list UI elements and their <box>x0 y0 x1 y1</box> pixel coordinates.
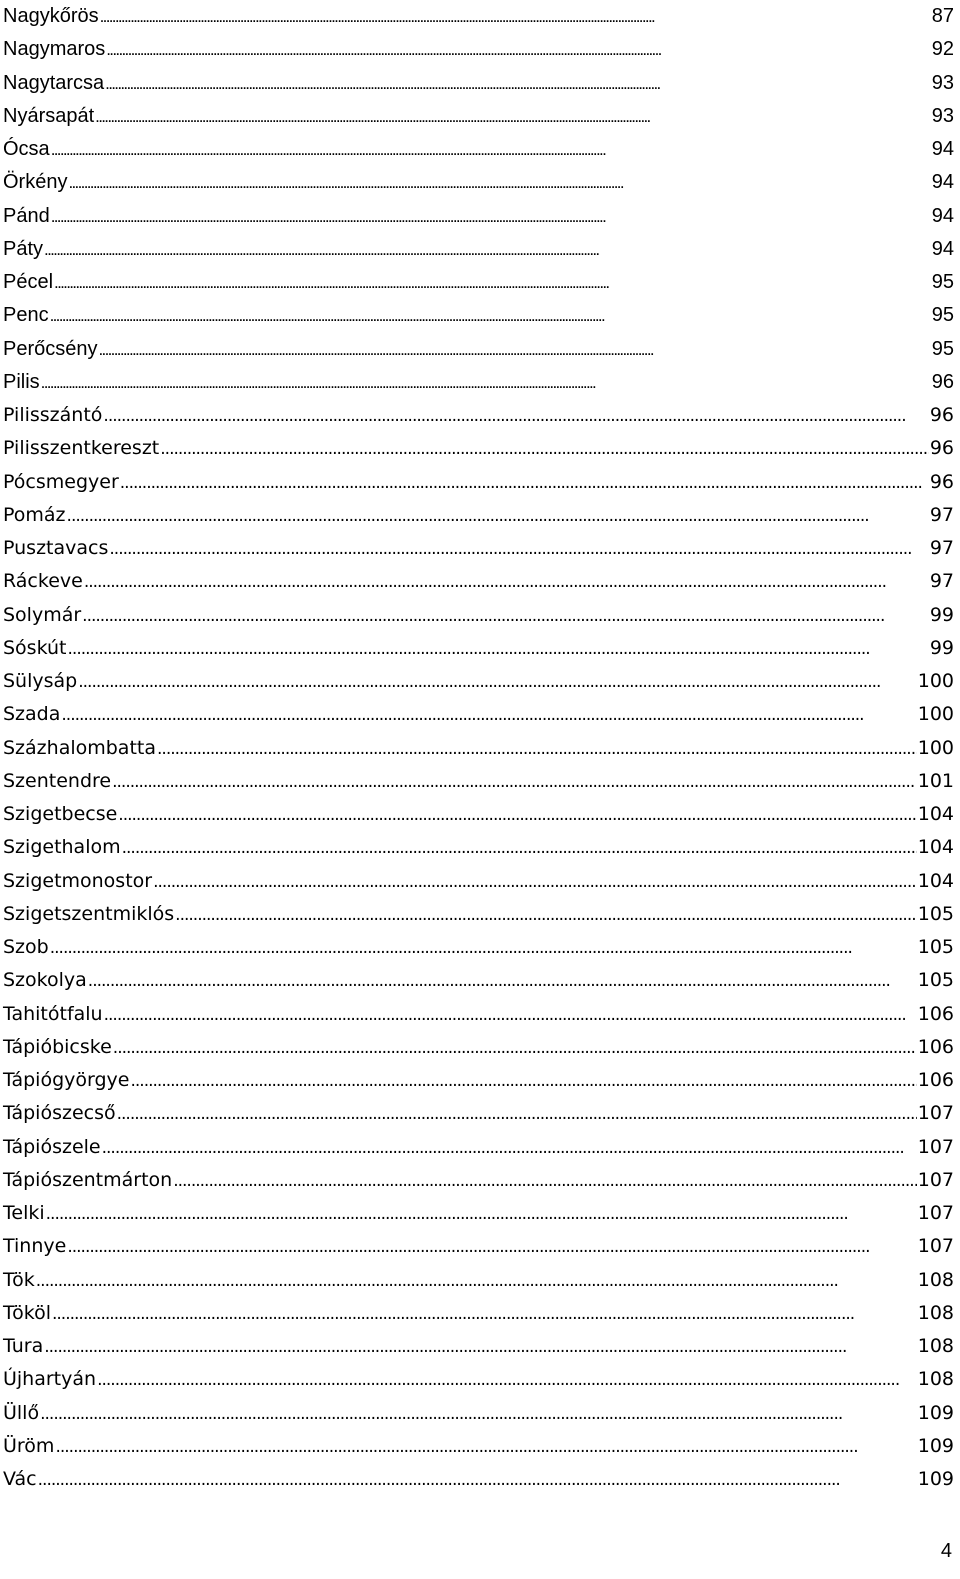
toc-dot-leader <box>103 399 928 433</box>
toc-entry-name: Szigetszentmiklós <box>3 902 175 925</box>
toc-dot-leader <box>122 831 917 865</box>
toc-dot-leader <box>88 964 917 998</box>
toc-dot-leader <box>95 100 931 133</box>
toc-entry[interactable] <box>3 1397 954 1430</box>
toc-dot-leader <box>173 1164 917 1198</box>
toc-entry[interactable] <box>3 831 954 864</box>
toc-entry-name: Páty <box>3 237 44 260</box>
toc-entry-name: Üröm <box>3 1434 55 1457</box>
toc-entry-name: Szob <box>3 936 49 958</box>
toc-entry-name: Solymár <box>3 603 82 626</box>
toc-dot-leader <box>51 133 931 166</box>
toc-entry-page: 105 <box>917 902 954 925</box>
toc-dot-leader <box>41 366 931 399</box>
toc-entry-page: 92 <box>931 38 954 61</box>
toc-entry-page: 97 <box>929 570 954 593</box>
toc-entry[interactable] <box>3 1131 954 1164</box>
toc-entry-page: 96 <box>929 437 954 460</box>
toc-entry[interactable] <box>3 133 954 166</box>
toc-entry[interactable] <box>3 1197 954 1230</box>
toc-dot-leader <box>82 599 929 633</box>
toc-entry-name: Újhartyán <box>3 1368 97 1391</box>
toc-entry[interactable] <box>3 100 954 133</box>
toc-entry-name: Nagytarcsa <box>3 71 105 94</box>
toc-entry-page: 93 <box>931 104 954 127</box>
toc-entry[interactable] <box>3 798 954 831</box>
toc-entry-name: Szigetbecse <box>3 803 118 825</box>
toc-entry-page: 96 <box>929 404 954 426</box>
toc-entry-page: 104 <box>917 869 954 892</box>
toc-dot-leader <box>38 1463 917 1497</box>
toc-entry-name: Szigetmonostor <box>3 869 153 892</box>
toc-entry-page: 97 <box>929 537 954 559</box>
toc-entry[interactable] <box>3 299 954 332</box>
toc-entry-page: 109 <box>917 1468 954 1490</box>
toc-dot-leader <box>175 898 917 932</box>
toc-dot-leader <box>46 1197 917 1231</box>
toc-entry-name: Vác <box>3 1468 37 1490</box>
toc-entry[interactable] <box>3 931 954 964</box>
toc-entry-page: 107 <box>917 1135 954 1158</box>
toc-dot-leader <box>40 1397 917 1431</box>
toc-entry-page: 94 <box>931 171 954 194</box>
toc-entry-page: 109 <box>917 1434 954 1457</box>
toc-entry-name: Szokolya <box>3 969 87 992</box>
toc-entry[interactable] <box>3 266 954 299</box>
toc-entry[interactable] <box>3 532 954 565</box>
toc-entry-name: Tök <box>3 1268 35 1291</box>
toc-entry-page: 96 <box>931 370 954 393</box>
toc-entry-name: Pécel <box>3 271 54 293</box>
toc-dot-leader <box>113 1031 917 1065</box>
toc-dot-leader <box>120 466 929 500</box>
toc-entry[interactable] <box>3 67 954 100</box>
toc-dot-leader <box>36 1264 917 1298</box>
toc-dot-leader <box>99 333 931 366</box>
toc-dot-leader <box>117 1097 917 1131</box>
toc-entry-page: 108 <box>917 1268 954 1291</box>
toc-dot-leader <box>50 299 931 332</box>
toc-dot-leader <box>157 732 917 766</box>
toc-entry[interactable] <box>3 599 954 632</box>
toc-entry-page: 104 <box>917 803 954 825</box>
toc-entry-name: Százhalombatta <box>3 736 156 759</box>
toc-entry[interactable] <box>3 200 954 233</box>
toc-entry[interactable] <box>3 665 954 698</box>
toc-dot-leader <box>118 798 916 832</box>
toc-entry[interactable] <box>3 898 954 931</box>
toc-entry[interactable] <box>3 1430 954 1463</box>
toc-dot-leader <box>112 765 917 799</box>
toc-entry-name: Sülysáp <box>3 670 78 692</box>
toc-entry-name: Ráckeve <box>3 570 83 593</box>
toc-entry-page: 106 <box>917 1035 954 1058</box>
toc-entry-name: Pilis <box>3 370 40 393</box>
toc-entry-name: Ócsa <box>3 138 50 160</box>
toc-entry-page: 99 <box>929 636 954 659</box>
toc-entry-name: Pilisszentkereszt <box>3 437 160 460</box>
toc-dot-leader <box>67 499 929 533</box>
toc-entry[interactable] <box>3 1330 954 1363</box>
toc-entry[interactable] <box>3 1031 954 1064</box>
toc-entry-page: 109 <box>917 1401 954 1424</box>
toc-entry-page: 106 <box>917 1002 954 1025</box>
toc-entry-page: 100 <box>917 670 954 692</box>
toc-entry[interactable] <box>3 1363 954 1396</box>
toc-dot-leader <box>130 1064 916 1098</box>
toc-dot-leader <box>54 266 931 299</box>
toc-entry-name: Tinnye <box>3 1235 67 1258</box>
toc-dot-leader <box>153 865 917 899</box>
toc-entry-name: Tápiószele <box>3 1135 101 1158</box>
toc-entry[interactable] <box>3 366 954 399</box>
page-number: 4 <box>940 1540 952 1562</box>
toc-entry-name: Üllő <box>3 1401 40 1424</box>
toc-dot-leader <box>50 931 917 965</box>
toc-entry-name: Pomáz <box>3 503 66 526</box>
toc-dot-leader <box>106 33 930 66</box>
toc-entry[interactable] <box>3 1297 954 1330</box>
toc-entry-name: Örkény <box>3 171 68 194</box>
toc-entry[interactable] <box>3 333 954 366</box>
toc-entry-page: 99 <box>929 603 954 626</box>
toc-entry-name: Sóskút <box>3 636 67 659</box>
toc-dot-leader <box>68 632 929 666</box>
toc-entry-name: Tápiószentmárton <box>3 1168 173 1191</box>
toc-dot-leader <box>44 1330 917 1364</box>
toc-entry[interactable] <box>3 565 954 598</box>
toc-entry[interactable] <box>3 865 954 898</box>
toc-entry-page: 95 <box>931 304 954 327</box>
toc-entry[interactable] <box>3 1264 954 1297</box>
toc-entry-name: Tura <box>3 1335 44 1357</box>
toc-entry[interactable] <box>3 466 954 499</box>
toc-entry-page: 87 <box>931 5 954 27</box>
toc-entry-page: 105 <box>917 936 954 958</box>
toc-dot-leader <box>61 698 916 732</box>
toc-entry[interactable] <box>3 499 954 532</box>
toc-entry-page: 106 <box>917 1069 954 1091</box>
toc-entry-name: Szada <box>3 703 61 726</box>
toc-entry[interactable] <box>3 698 954 731</box>
toc-entry-page: 96 <box>929 470 954 493</box>
toc-entry[interactable] <box>3 233 954 266</box>
toc-entry-name: Pilisszántó <box>3 404 103 426</box>
toc-entry-name: Nagykőrös <box>3 5 99 27</box>
toc-entry-page: 105 <box>917 969 954 992</box>
toc-entry-page: 107 <box>917 1102 954 1125</box>
toc-entry[interactable] <box>3 1230 954 1263</box>
toc-entry[interactable] <box>3 166 954 199</box>
toc-dot-leader <box>100 0 931 33</box>
toc-entry-page: 94 <box>931 204 954 227</box>
toc-entry-name: Szentendre <box>3 769 112 792</box>
toc-dot-leader <box>67 1230 916 1264</box>
toc-dot-leader <box>160 432 929 466</box>
toc-dot-leader <box>105 67 931 100</box>
toc-entry-name: Pusztavacs <box>3 537 109 559</box>
toc-entry-name: Tahitótfalu <box>3 1002 103 1025</box>
toc-dot-leader <box>44 233 931 266</box>
toc-dot-leader <box>51 200 931 233</box>
toc-entry-page: 94 <box>931 237 954 260</box>
toc-entry[interactable] <box>3 0 954 33</box>
toc-entry-page: 93 <box>931 71 954 94</box>
toc-dot-leader <box>84 565 929 599</box>
toc-entry-name: Tápióbicske <box>3 1035 112 1058</box>
toc-entry-page: 104 <box>917 836 954 859</box>
toc-entry-name: Tököl <box>3 1301 51 1324</box>
toc-entry-name: Szigethalom <box>3 836 121 859</box>
toc-entry-name: Nyársapát <box>3 104 95 127</box>
toc-entry-page: 95 <box>931 271 954 293</box>
toc-entry-name: Tápiószecső <box>3 1102 116 1125</box>
toc-entry[interactable] <box>3 33 954 66</box>
toc-entry-page: 107 <box>917 1235 954 1258</box>
toc-entry-name: Penc <box>3 304 49 327</box>
toc-dot-leader <box>102 1131 917 1165</box>
toc-entry-page: 97 <box>929 503 954 526</box>
toc-dot-leader <box>52 1297 917 1331</box>
toc-entry-name: Telki <box>3 1202 45 1224</box>
toc-entry[interactable] <box>3 399 954 432</box>
toc-dot-leader <box>97 1363 917 1397</box>
toc-entry[interactable] <box>3 632 954 665</box>
toc-entry[interactable] <box>3 998 954 1031</box>
toc-entry-page: 108 <box>917 1335 954 1357</box>
toc-entry[interactable] <box>3 1463 954 1496</box>
toc-entry-page: 95 <box>931 337 954 360</box>
toc-entry-name: Tápiógyörgye <box>3 1069 130 1091</box>
toc-entry[interactable] <box>3 1097 954 1130</box>
toc-entry-page: 108 <box>917 1368 954 1391</box>
toc-entry[interactable] <box>3 765 954 798</box>
toc-dot-leader <box>55 1430 916 1464</box>
toc-entry-page: 94 <box>931 138 954 160</box>
toc-entry-page: 107 <box>917 1168 954 1191</box>
toc-dot-leader <box>109 532 928 566</box>
toc-entry-name: Pócsmegyer <box>3 470 119 493</box>
toc-dot-leader <box>104 998 917 1032</box>
toc-entry[interactable] <box>3 432 954 465</box>
toc-entry-name: Perőcsény <box>3 337 98 360</box>
toc-entry-name: Pánd <box>3 204 50 227</box>
toc-entry[interactable] <box>3 964 954 997</box>
toc-entry-page: 100 <box>917 703 954 726</box>
toc-entry-name: Nagymaros <box>3 38 106 61</box>
toc-entry-page: 108 <box>917 1301 954 1324</box>
toc-entry-page: 100 <box>917 736 954 759</box>
toc-dot-leader <box>78 665 917 699</box>
toc-entry-page: 101 <box>917 769 954 792</box>
toc-entry-page: 107 <box>917 1202 954 1224</box>
toc-dot-leader <box>68 166 930 199</box>
toc-entry[interactable] <box>3 1164 954 1197</box>
toc-entry[interactable] <box>3 732 954 765</box>
toc-entry[interactable] <box>3 1064 954 1097</box>
